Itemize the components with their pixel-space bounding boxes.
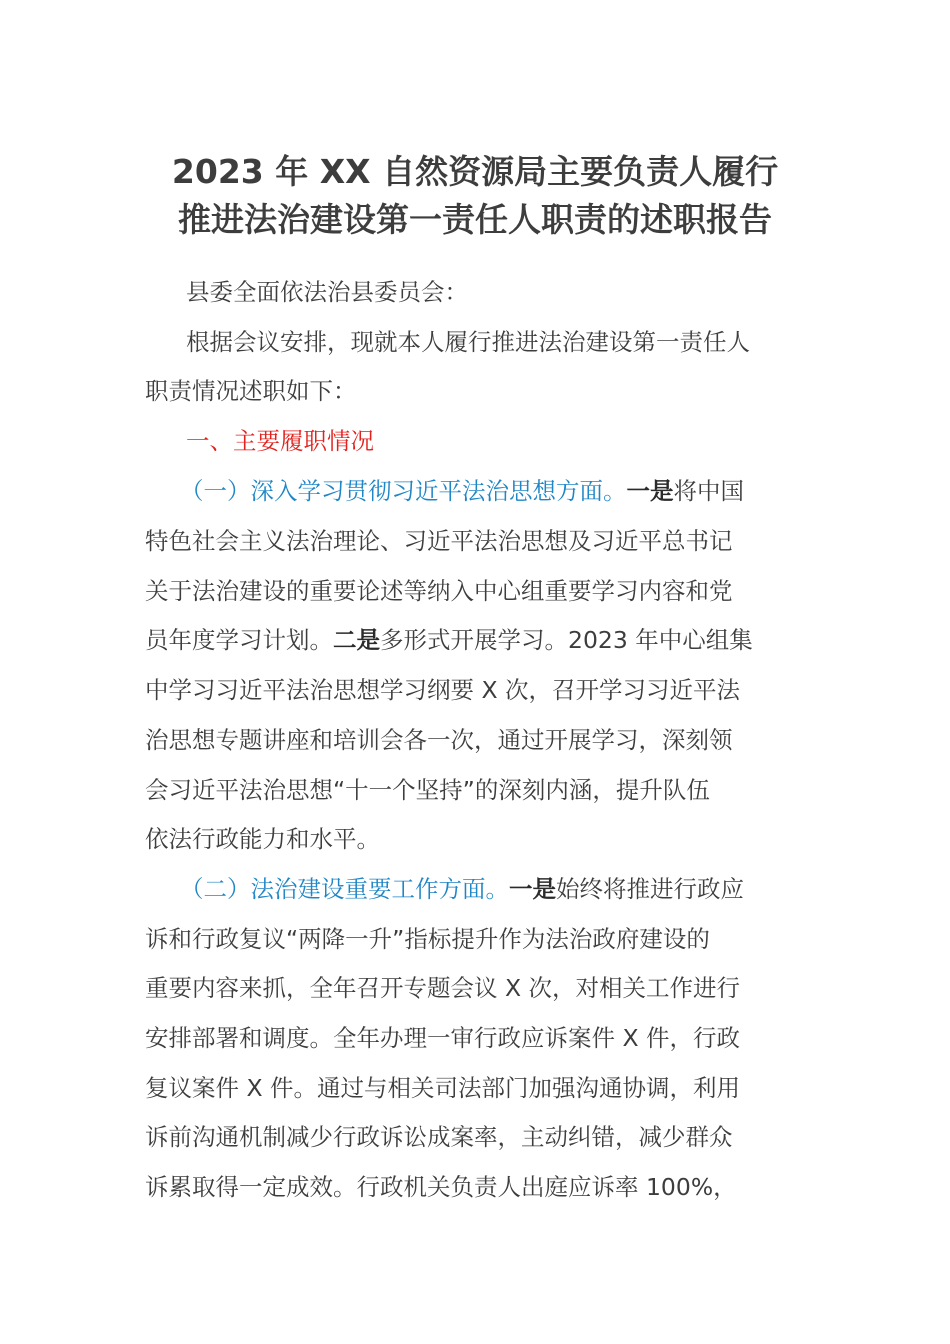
paragraph-line: 诉和行政复议“两降一升”指标提升作为法治政府建设的 [145,925,710,953]
paragraph-line [145,623,753,657]
salutation: 县委全面依法治县委员会： [186,278,468,306]
list-marker: 一是 [509,875,556,903]
paragraph-line: 重要内容来抓，全年召开专题会议 X 次，对相关工作进行 [145,974,741,1002]
paragraph-text: 始终将推进行政应 [556,875,744,903]
intro-paragraph-line: 职责情况述职如下： [145,377,357,405]
subsection-heading: （一）深入学习贯彻习近平法治思想方面。 [180,477,627,505]
paragraph-text: 多形式开展学习。2023 年中心组集 [380,626,753,654]
paragraph-line: 特色社会主义法治理论、习近平法治思想及习近平总书记 [145,527,733,555]
list-marker: 二是 [333,626,380,654]
paragraph-line: 治思想专题讲座和培训会各一次，通过开展学习，深刻领 [145,726,733,754]
paragraph-line: 关于法治建设的重要论述等纳入中心组重要学习内容和党 [145,577,733,605]
paragraph-line: 中学习习近平法治思想学习纲要 X 次，召开学习习近平法 [145,676,741,704]
section-heading: 一、主要履职情况 [186,427,374,455]
paragraph-line: 安排部署和调度。全年办理一审行政应诉案件 X 件，行政 [145,1024,741,1052]
paragraph-line: 依法行政能力和水平。 [145,825,380,853]
document-title-line-2: 推进法治建设第一责任人职责的述职报告 [178,200,772,239]
document-title-line-1: 2023 年 XX 自然资源局主要负责人履行 [171,152,779,191]
paragraph-line [180,872,744,906]
subsection-heading: （二）法治建设重要工作方面。 [180,875,509,903]
paragraph-line: 诉前沟通机制减少行政诉讼成案率，主动纠错，减少群众 [145,1123,733,1151]
paragraph-text: 将中国 [673,477,744,505]
paragraph-line: 会习近平法治思想“十一个坚持”的深刻内涵，提升队伍 [145,776,710,804]
paragraph-line: 诉累取得一定成效。行政机关负责人出庭应诉率 100%， [145,1173,737,1201]
list-marker: 一是 [626,477,674,505]
paragraph-line: 复议案件 X 件。通过与相关司法部门加强沟通协调，利用 [145,1074,741,1102]
paragraph-text: 员年度学习计划。 [145,626,333,654]
intro-paragraph-line: 根据会议安排，现就本人履行推进法治建设第一责任人 [186,328,750,356]
paragraph-line [180,474,744,508]
